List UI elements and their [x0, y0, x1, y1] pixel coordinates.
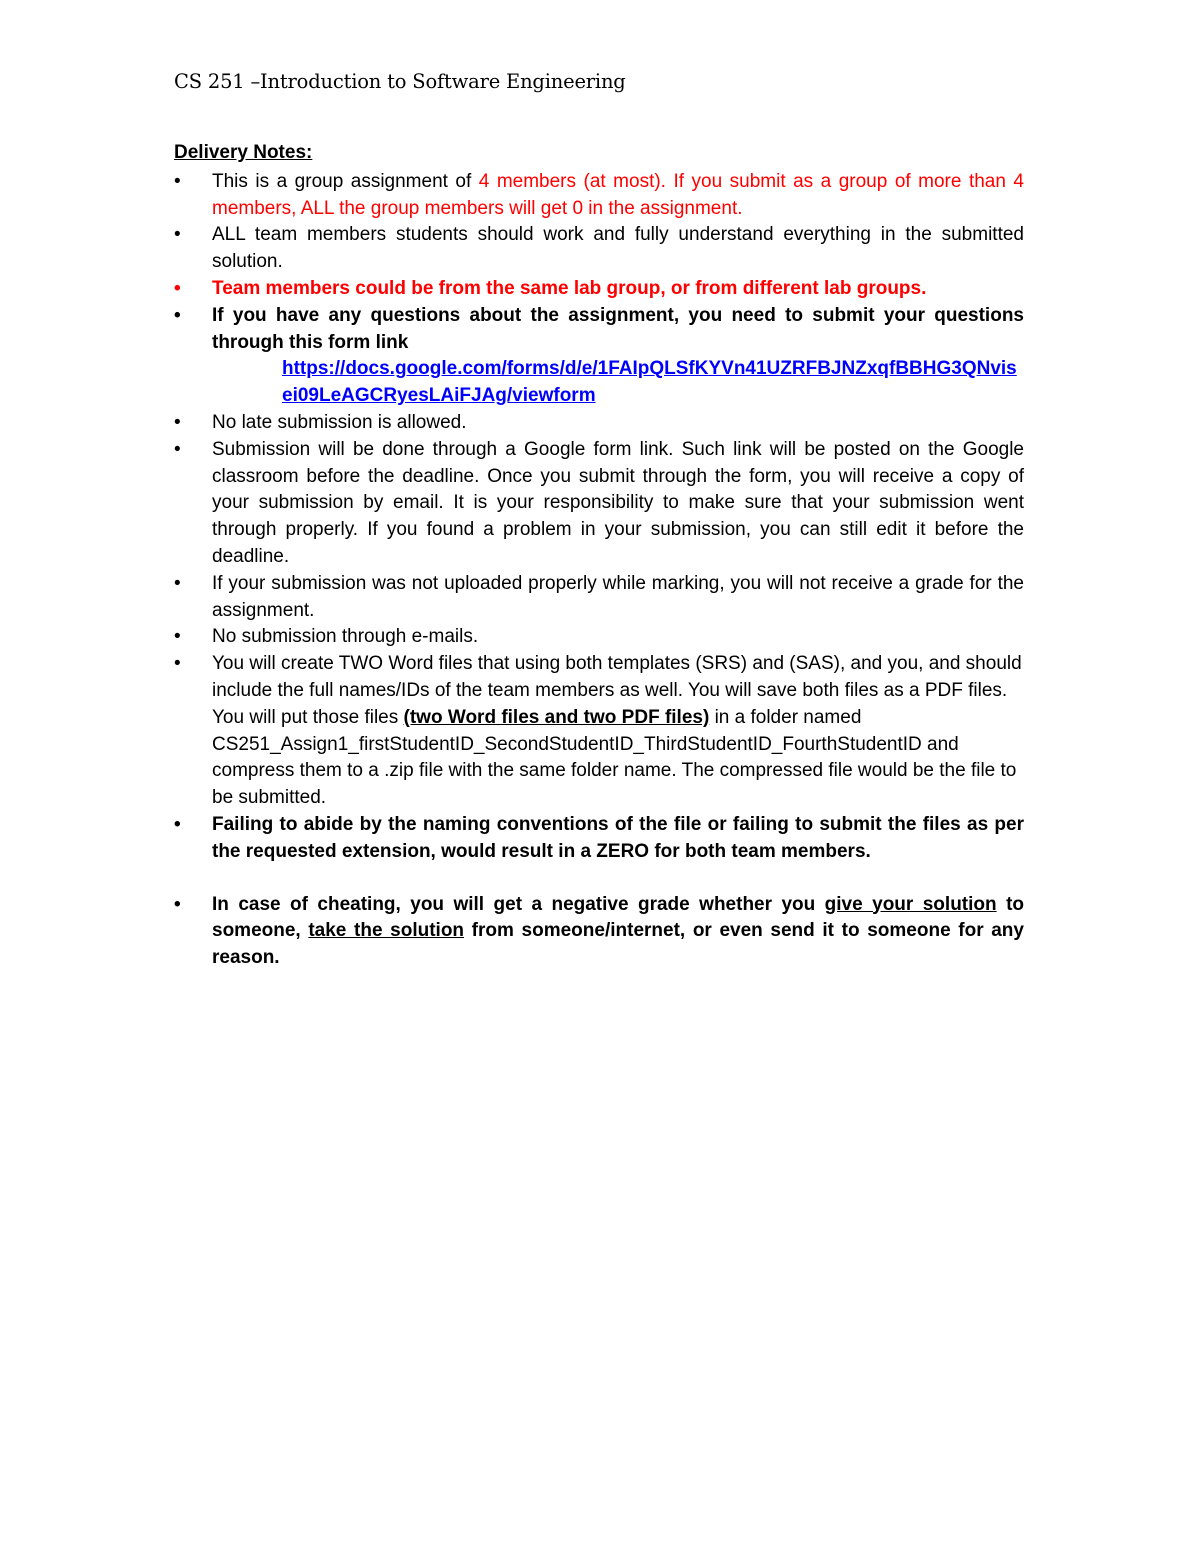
bullet-icon: • — [174, 277, 181, 299]
item-text: If you have any questions about the assignment, you need to submit your questions through this form link — [212, 304, 1024, 353]
list-item — [174, 651, 1024, 812]
list-item — [174, 410, 1024, 437]
bullet-icon: • — [174, 626, 181, 648]
form-link[interactable]: https://docs.google.com/forms/d/e/1FAIpQLSfKYVn41UZRFBJNZxqfBBHG3QNvisei09LeAGCRyesLAiFJAg/viewform — [282, 358, 1017, 407]
bullet-icon: • — [174, 813, 181, 835]
item-text: This is a group assignment of — [212, 170, 479, 192]
item-text: No submission through e-mails. — [212, 626, 479, 648]
bullet-icon: • — [174, 170, 181, 192]
item-emphasis-text: (two Word files and two PDF files) — [403, 706, 710, 728]
bullet-icon: • — [174, 224, 181, 246]
list-item — [174, 222, 1024, 276]
item-text: In case of cheating, you will get a negative grade whether you — [212, 893, 825, 915]
bullet-icon: • — [174, 438, 181, 460]
list-item — [174, 169, 1024, 223]
bullet-icon: • — [174, 653, 181, 675]
bullet-icon: • — [174, 572, 181, 594]
item-text: Team members could be from the same lab group, or from different lab groups. — [212, 277, 927, 299]
item-text: to someone, — [212, 893, 1024, 942]
item-text: You will create TWO Word files that using both templates (SRS) and (SAS), and you, and should include the full names/IDs of the team members as well. You will save both files as a PDF files. You will put those files — [212, 653, 1022, 728]
list-item — [174, 571, 1024, 625]
item-text: Submission will be done through a Google form link. Such link will be posted on the Google classroom before the deadline. Once you submit through the form, you will receive a copy of your submission by email. It is your responsibility to make sure that your submission went through properly. If you found a problem in your submission, you can still edit it before the deadline. — [212, 438, 1024, 567]
item-text: No late submission is allowed. — [212, 411, 467, 433]
bullet-icon: • — [174, 893, 181, 915]
item-text: from someone/internet, or even send it to someone for any reason. — [212, 920, 1024, 969]
bullet-icon: • — [174, 411, 181, 433]
item-warning-text: 4 members (at most). If you submit as a group of more than 4 members, ALL the group members will get 0 in the assignment. — [212, 170, 1024, 219]
item-text: ALL team members students should work and fully understand everything in the submitted solution. — [212, 224, 1024, 273]
item-emphasis-text: take the solution — [308, 920, 465, 942]
spacer — [174, 866, 1024, 892]
list-item — [174, 303, 1024, 410]
document-body — [174, 140, 1024, 972]
page-title: CS 251 –Introduction to Software Engineering — [174, 70, 626, 93]
list-item — [174, 437, 1024, 571]
bullet-icon: • — [174, 304, 181, 326]
delivery-notes-list — [174, 169, 1024, 972]
item-text: If your submission was not uploaded properly while marking, you will not receive a grade for the assignment. — [212, 572, 1024, 621]
list-item — [174, 892, 1024, 972]
item-emphasis-text: give your solution — [824, 893, 997, 915]
section-heading: Delivery Notes: — [174, 142, 313, 163]
list-item — [174, 276, 1024, 303]
item-text: Failing to abide by the naming conventions of the file or failing to submit the files as per the requested extension, would result in a ZERO for both team members. — [212, 813, 1024, 862]
item-text: in a folder named CS251_Assign1_firstStudentID_SecondStudentID_ThirdStudentID_FourthStudentID and compress them to a .zip file with the same folder name. The compressed file would be the file to be submitted. — [212, 706, 1017, 809]
list-item — [174, 624, 1024, 651]
list-item — [174, 812, 1024, 866]
